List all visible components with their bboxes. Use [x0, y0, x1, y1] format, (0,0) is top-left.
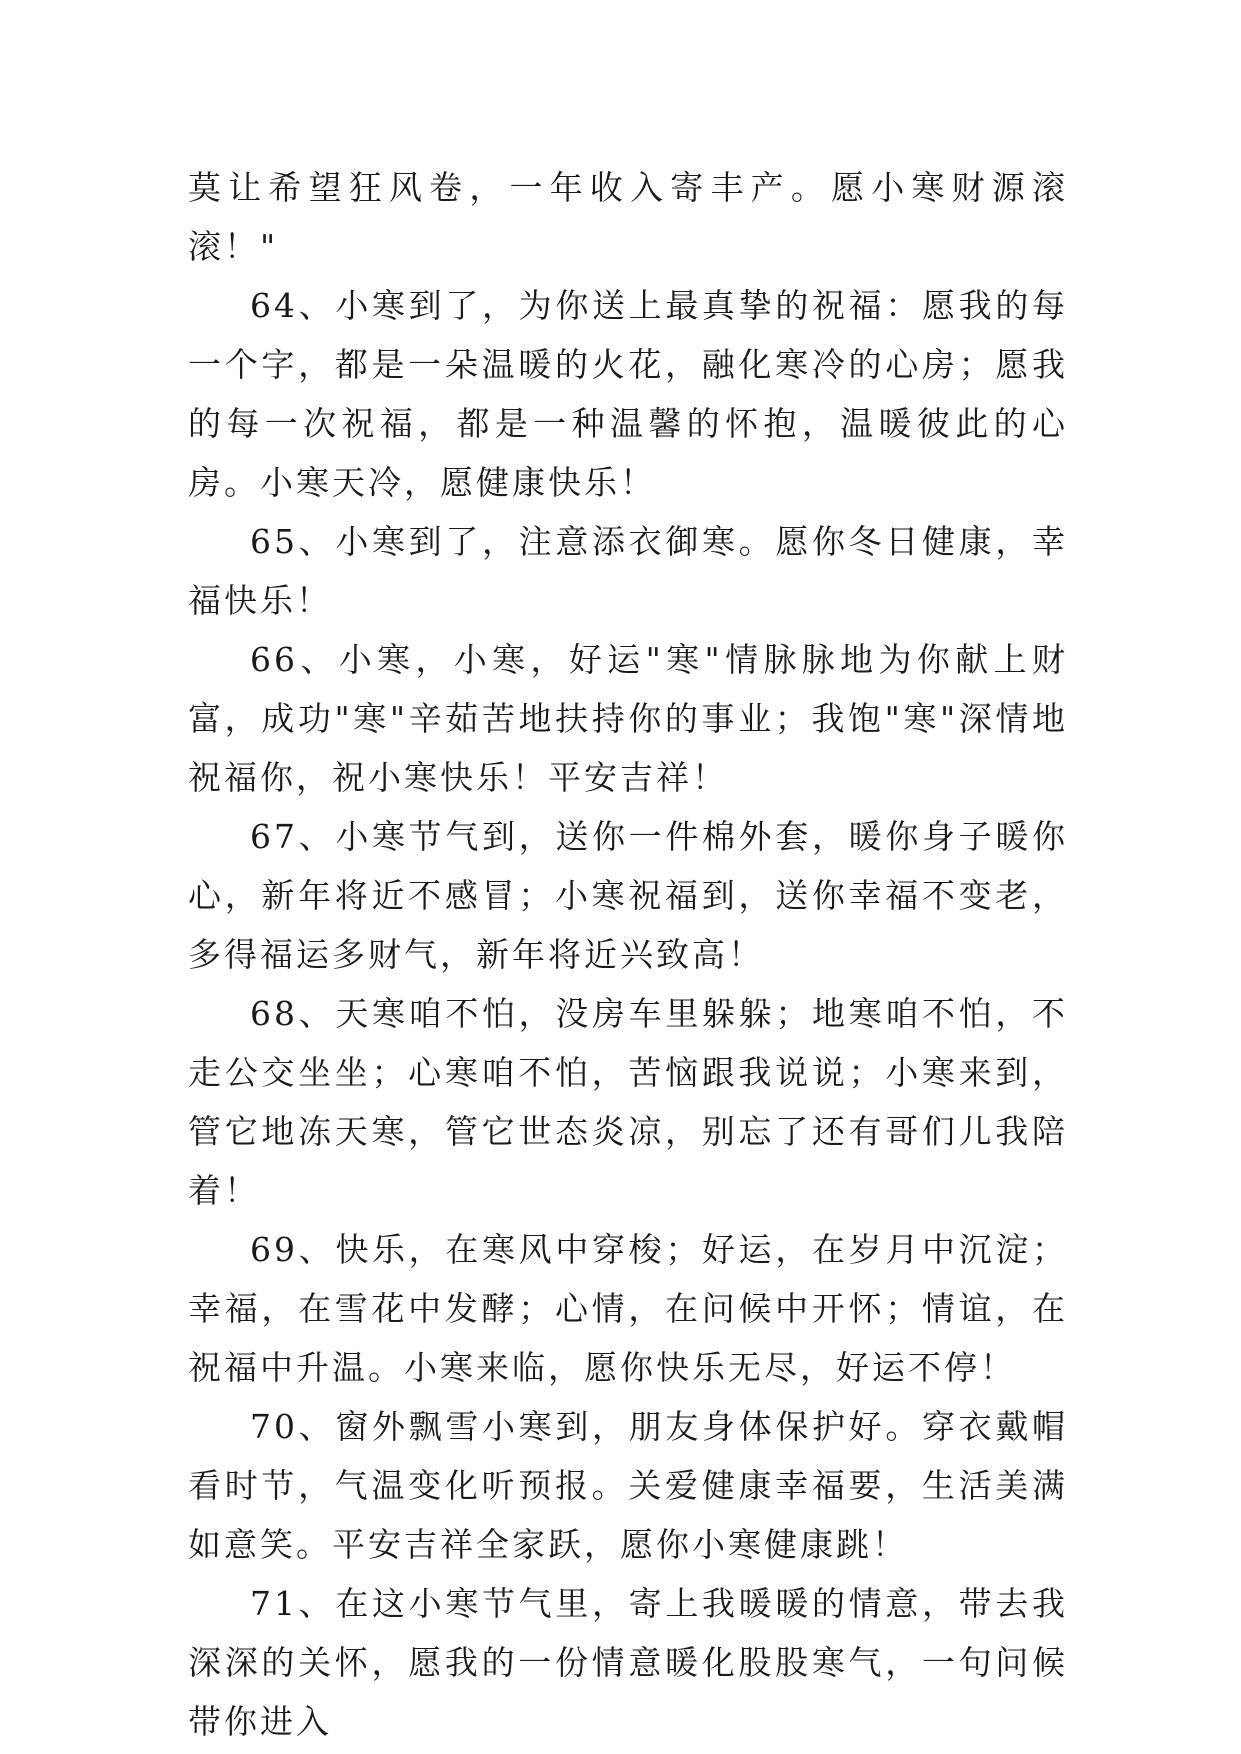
- paragraph-65: 65、小寒到了，注意添衣御寒。愿你冬日健康，幸福快乐！: [188, 522, 1068, 620]
- paragraph-67: 67、小寒节气到，送你一件棉外套，暖你身子暖你心，新年将近不感冒；小寒祝福到，送你幸福不变老，多得福运多财气，新年将近兴致高！: [188, 817, 1068, 974]
- paragraph-68: 68、天寒咱不怕，没房车里躲躲；地寒咱不怕，不走公交坐坐；心寒咱不怕，苦恼跟我说说；小寒来到，管它地冻天寒，管它世态炎凉，别忘了还有哥们儿我陪着！: [188, 994, 1068, 1210]
- paragraph-66: 66、小寒，小寒，好运"寒"情脉脉地为你献上财富，成功"寒"辛茹苦地扶持你的事业；我饱"寒"深情地祝福你，祝小寒快乐！平安吉祥！: [188, 640, 1068, 797]
- paragraph-70: 70、窗外飘雪小寒到，朋友身体保护好。穿衣戴帽看时节，气温变化听预报。关爱健康幸福要，生活美满如意笑。平安吉祥全家跃，愿你小寒健康跳！: [188, 1407, 1068, 1564]
- paragraph-continuation: 莫让希望狂风卷，一年收入寄丰产。愿小寒财源滚滚！": [188, 168, 1068, 266]
- document-body: [188, 158, 1068, 1751]
- paragraph-71: 71、在这小寒节气里，寄上我暖暖的情意，带去我深深的关怀，愿我的一份情意暖化股股寒气，一句问候带你进入: [188, 1584, 1068, 1741]
- paragraph-64: 64、小寒到了，为你送上最真挚的祝福：愿我的每一个字，都是一朵温暖的火花，融化寒冷的心房；愿我的每一次祝福，都是一种温馨的怀抱，温暖彼此的心房。小寒天冷，愿健康快乐！: [188, 286, 1068, 502]
- paragraph-69: 69、快乐，在寒风中穿梭；好运，在岁月中沉淀；幸福，在雪花中发酵；心情，在问候中开怀；情谊，在祝福中升温。小寒来临，愿你快乐无尽，好运不停！: [188, 1230, 1068, 1387]
